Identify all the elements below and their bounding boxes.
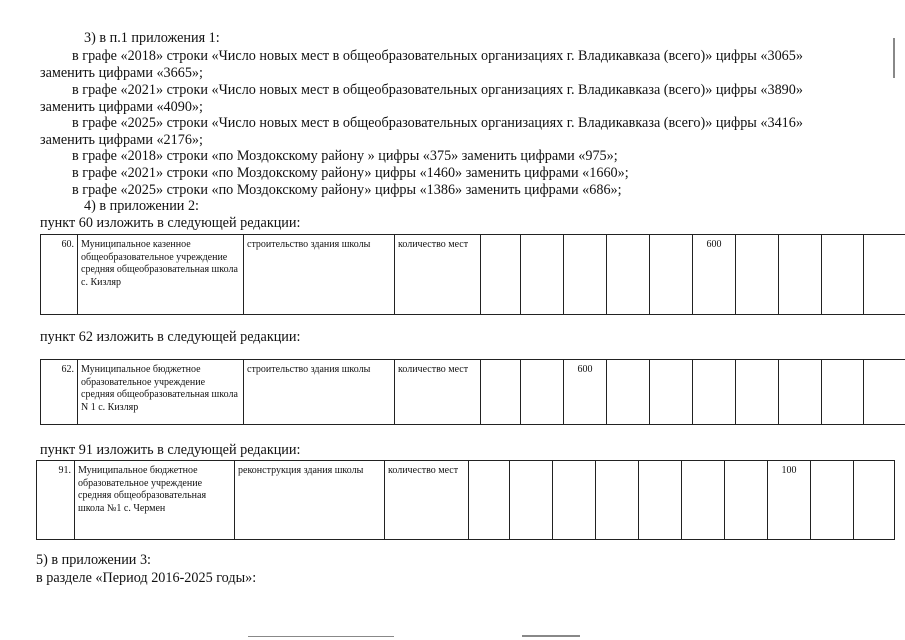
paragraph-line: заменить цифрами «4090»; xyxy=(40,99,203,115)
section-heading-62: пункт 62 изложить в следующей редакции: xyxy=(40,329,301,345)
value-cell xyxy=(725,461,768,540)
value-cell xyxy=(553,461,596,540)
value-cell xyxy=(650,235,693,315)
value-cell xyxy=(469,461,510,540)
value-cell xyxy=(510,461,553,540)
paragraph-line: в графе «2018» строки «Число новых мест в общеобразовательных организациях г. Владикавказа (всего)» цифры «3065» xyxy=(72,48,803,64)
table-row xyxy=(41,360,905,425)
paragraph-item-3: 3) в п.1 приложения 1: xyxy=(84,30,220,46)
value-cell xyxy=(779,235,822,315)
value-cell xyxy=(564,235,607,315)
paragraph-line: в графе «2025» строки «по Моздокскому району» цифры «1386» заменить цифрами «686»; xyxy=(72,182,622,198)
unit: количество мест xyxy=(385,461,469,540)
value-cell xyxy=(864,235,905,315)
value-cell xyxy=(693,360,736,425)
section-heading-91: пункт 91 изложить в следующей редакции: xyxy=(40,442,301,458)
activity: строительство здания школы xyxy=(244,235,395,315)
value-cell xyxy=(639,461,682,540)
activity: строительство здания школы xyxy=(244,360,395,425)
table-row xyxy=(37,461,895,540)
value-cell xyxy=(521,360,564,425)
organization-name: Муниципальное казенное общеобразовательное учреждение средняя общеобразовательная школа с. Кизляр xyxy=(78,235,244,315)
paragraph-line: в разделе «Период 2016-2025 годы»: xyxy=(36,570,257,586)
activity: реконструкция здания школы xyxy=(235,461,385,540)
section-heading-60: пункт 60 изложить в следующей редакции: xyxy=(40,215,301,231)
organization-name: Муниципальное бюджетное образовательное учреждение средняя общеобразовательная школа №1 с. Чермен xyxy=(75,461,235,540)
scan-artifact xyxy=(248,636,394,637)
paragraph-item-4: 4) в приложении 2: xyxy=(84,198,199,214)
value-cell xyxy=(822,235,864,315)
value-cell: 600 xyxy=(693,235,736,315)
value-cell xyxy=(481,360,521,425)
paragraph-line: в графе «2025» строки «Число новых мест в общеобразовательных организациях г. Владикавказа (всего)» цифры «3416» xyxy=(72,115,803,131)
value-cell: 600 xyxy=(564,360,607,425)
scan-artifact xyxy=(522,635,580,637)
paragraph-line: в графе «2018» строки «по Моздокскому району » цифры «375» заменить цифрами «975»; xyxy=(72,148,618,164)
paragraph-line: в графе «2021» строки «по Моздокскому району» цифры «1460» заменить цифрами «1660»; xyxy=(72,165,629,181)
value-cell: 100 xyxy=(768,461,811,540)
value-cell xyxy=(736,235,779,315)
table-item-60 xyxy=(40,234,905,315)
value-cell xyxy=(736,360,779,425)
item-number: 60. xyxy=(41,235,78,315)
paragraph-item-5: 5) в приложении 3: xyxy=(36,552,151,568)
unit: количество мест xyxy=(395,360,481,425)
value-cell xyxy=(521,235,564,315)
value-cell xyxy=(854,461,895,540)
value-cell xyxy=(779,360,822,425)
table-item-62 xyxy=(40,359,905,425)
value-cell xyxy=(811,461,854,540)
value-cell xyxy=(682,461,725,540)
paragraph-line: заменить цифрами «3665»; xyxy=(40,65,203,81)
value-cell xyxy=(481,235,521,315)
item-number: 62. xyxy=(41,360,78,425)
item-number: 91. xyxy=(37,461,75,540)
unit: количество мест xyxy=(395,235,481,315)
value-cell xyxy=(596,461,639,540)
table-item-91 xyxy=(36,460,895,540)
value-cell xyxy=(650,360,693,425)
value-cell xyxy=(607,235,650,315)
scan-artifact xyxy=(893,38,895,78)
value-cell xyxy=(607,360,650,425)
table-row xyxy=(41,235,905,315)
value-cell xyxy=(822,360,864,425)
paragraph-line: в графе «2021» строки «Число новых мест в общеобразовательных организациях г. Владикавказа (всего)» цифры «3890» xyxy=(72,82,803,98)
organization-name: Муниципальное бюджетное образовательное учреждение средняя общеобразовательная школа N 1 с. Кизляр xyxy=(78,360,244,425)
paragraph-line: заменить цифрами «2176»; xyxy=(40,132,203,148)
value-cell xyxy=(864,360,905,425)
